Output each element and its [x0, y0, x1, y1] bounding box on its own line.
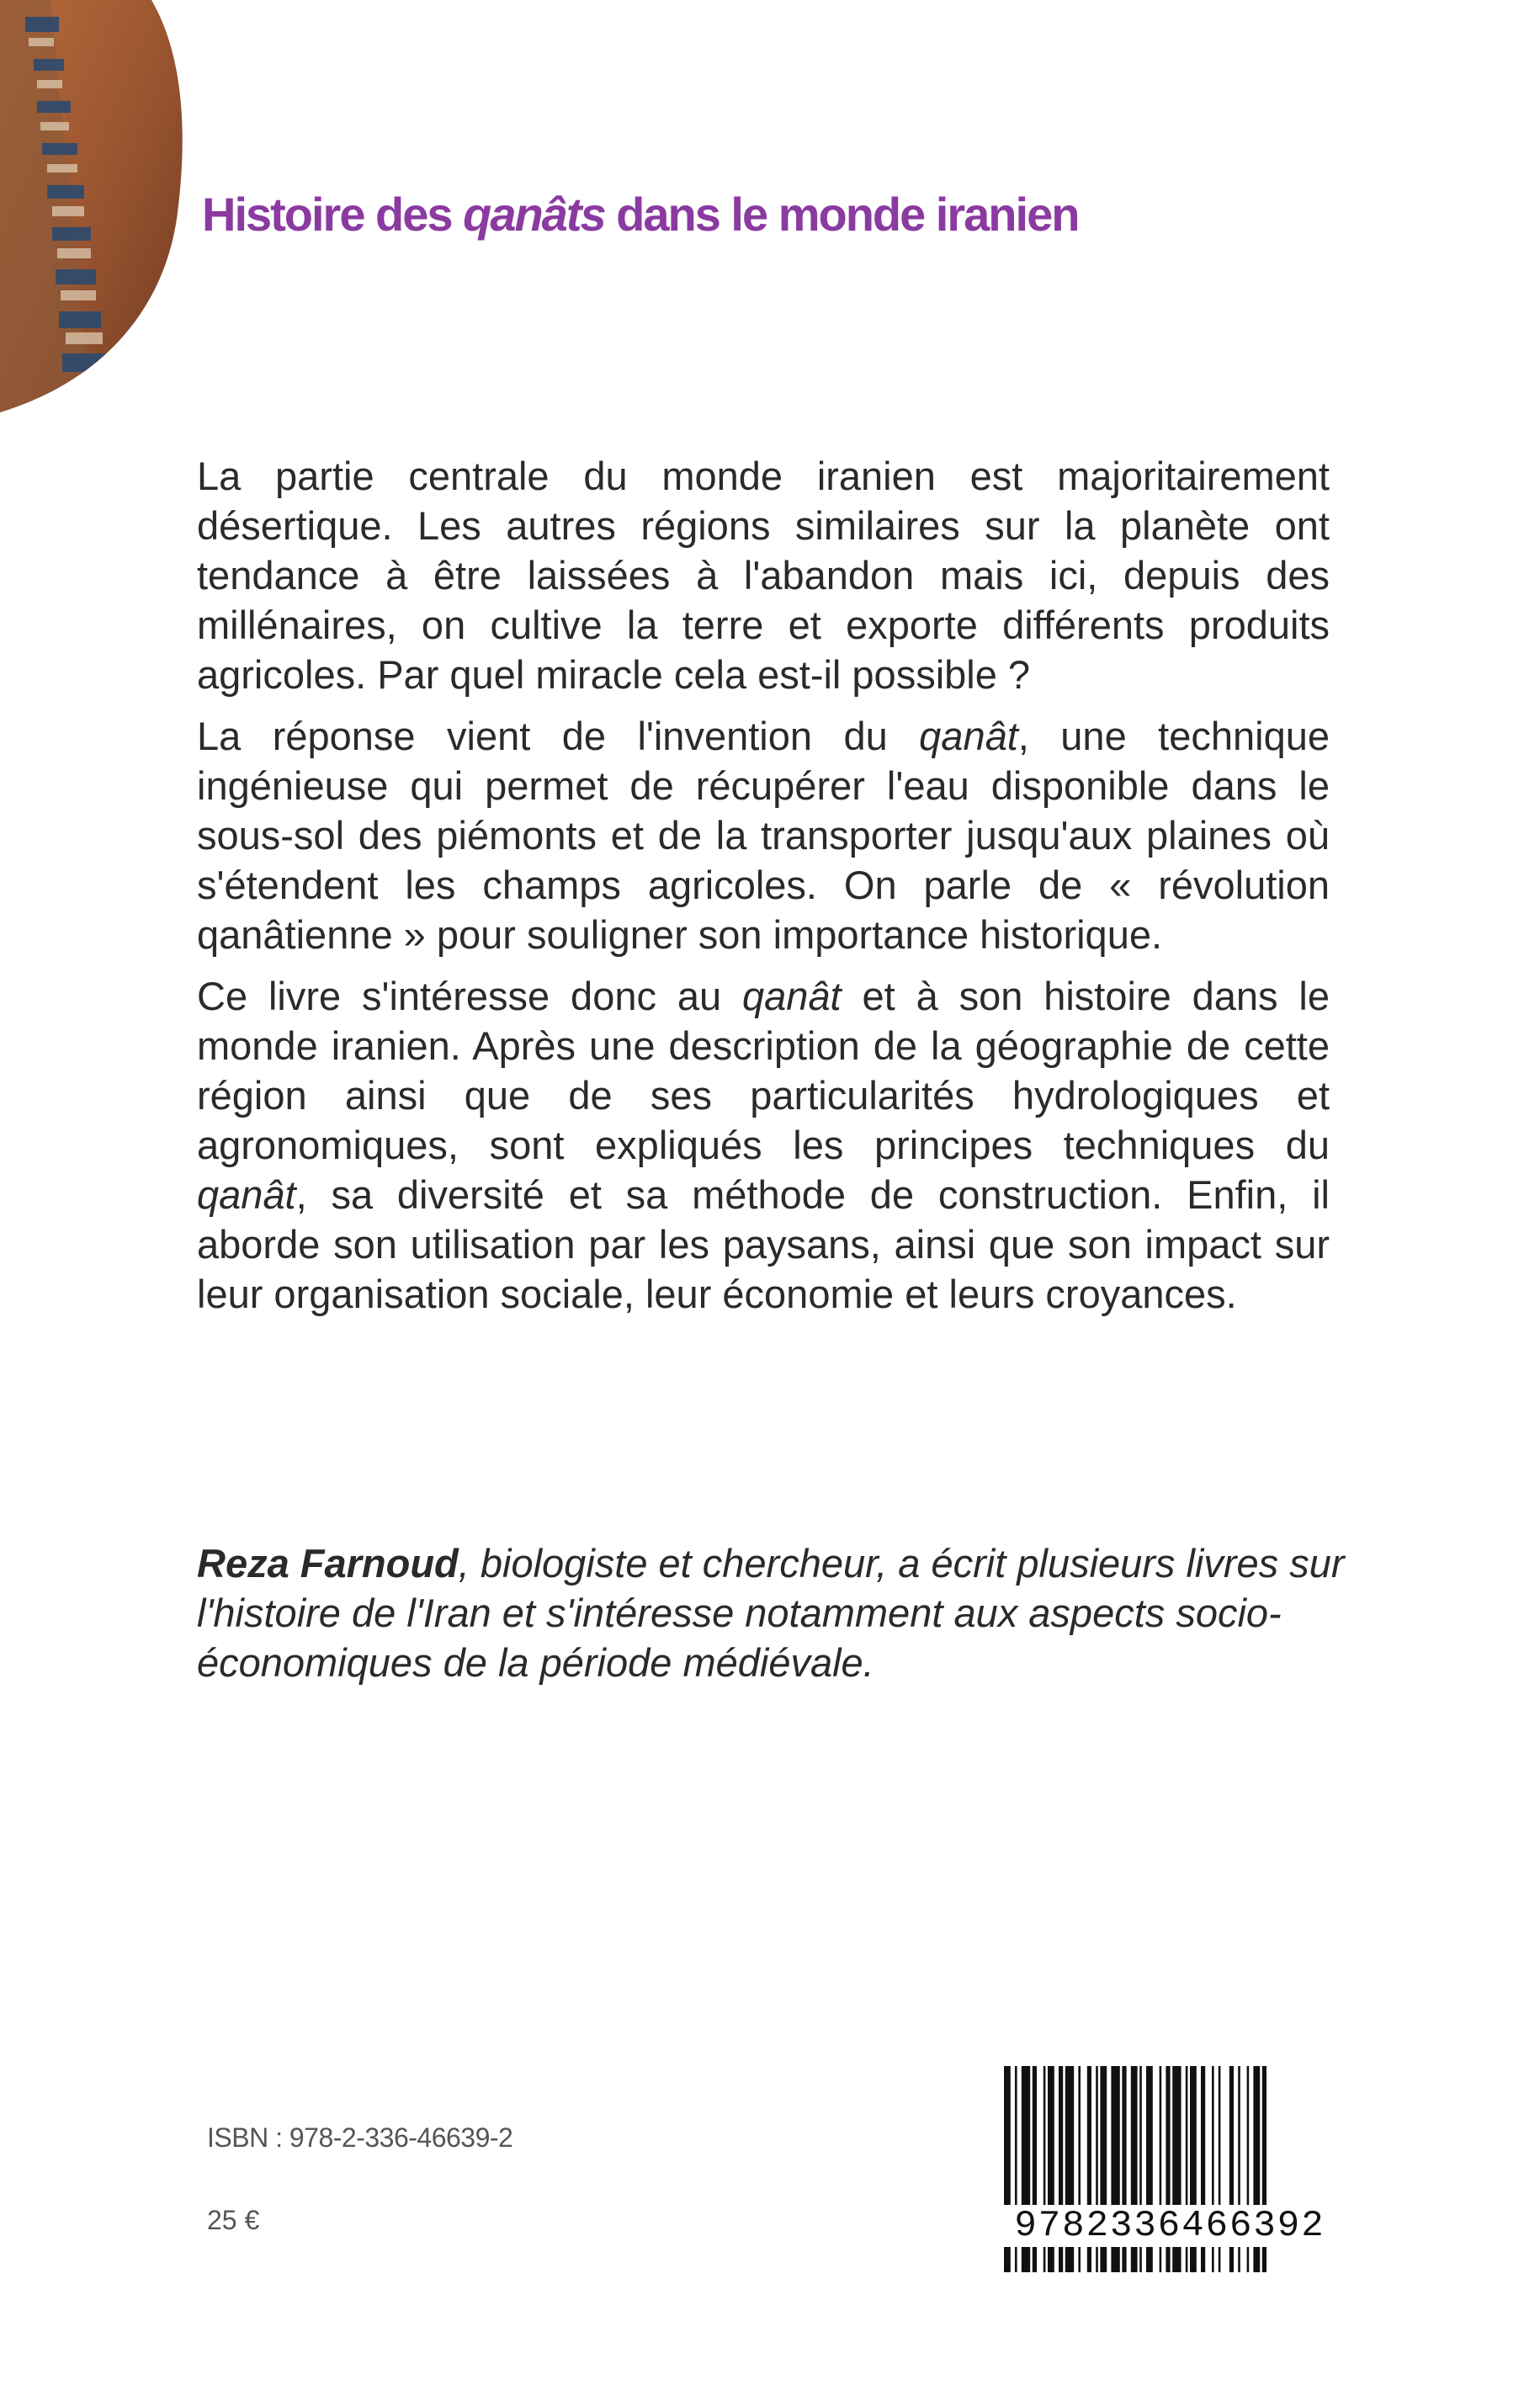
book-title: [202, 187, 1078, 242]
blurb-italic: qanât: [197, 1172, 296, 1217]
blurb-paragraph-1: La partie centrale du monde iranien est majoritairement désertique. Les autres régions similaires sur la planète ont tendance à être laissées à l'abandon mais ici, depuis des millénaires, on cultive la terre et exporte différents produits agricoles. Par quel miracle cela est-il possible ?: [197, 454, 1330, 697]
blurb-text: , sa diversité et sa méthode de construction. Enfin, il aborde son utilisation par les paysans, ainsi que son impact sur leur organisation sociale, leur économie et leurs croyances.: [197, 1172, 1330, 1316]
cover-photo: [0, 0, 185, 421]
blurb-text: La réponse vient de l'invention du: [197, 714, 920, 758]
isbn-label: ISBN : 978-2-336-46639-2: [207, 2122, 513, 2153]
blurb-text: et à son histoire dans le monde iranien. Après une description de la géographie de cette région ainsi que de ses particularités hydrologiques et agronomiques, sont expliqués les principes techniques du: [197, 974, 1330, 1167]
title-part: Histoire des: [202, 188, 464, 241]
title-part: dans le monde iranien: [604, 188, 1079, 241]
blurb-text: Ce livre s'intéresse donc au: [197, 974, 742, 1018]
blurb-text: , une technique ingénieuse qui permet de récupérer l'eau disponible dans le sous-sol des piémonts et de la transporter jusqu'aux plaines où s'étendent les champs agricoles. On parle de « révolution qanâtienne » pour souligner son importance historique.: [197, 714, 1330, 957]
author-name: Reza Farnoud: [197, 1541, 459, 1586]
price-label: 25 €: [207, 2205, 260, 2235]
blurb-italic: qanât: [919, 714, 1018, 758]
blurb-paragraph-3: [197, 971, 1330, 1319]
title-italic: qanâts: [463, 188, 605, 241]
author-description: , biologiste et chercheur, a écrit plusieurs livres sur l'histoire de l'Iran et s'intéresse notamment aux aspects socio-économiques de la période médiévale.: [197, 1541, 1345, 1685]
blurb-italic: qanât: [742, 974, 842, 1018]
book-blurb: [197, 451, 1330, 1331]
blurb-paragraph-2: [197, 711, 1330, 959]
barcode-number: 9782336466392: [997, 2205, 1342, 2247]
author-bio: [197, 1538, 1358, 1687]
